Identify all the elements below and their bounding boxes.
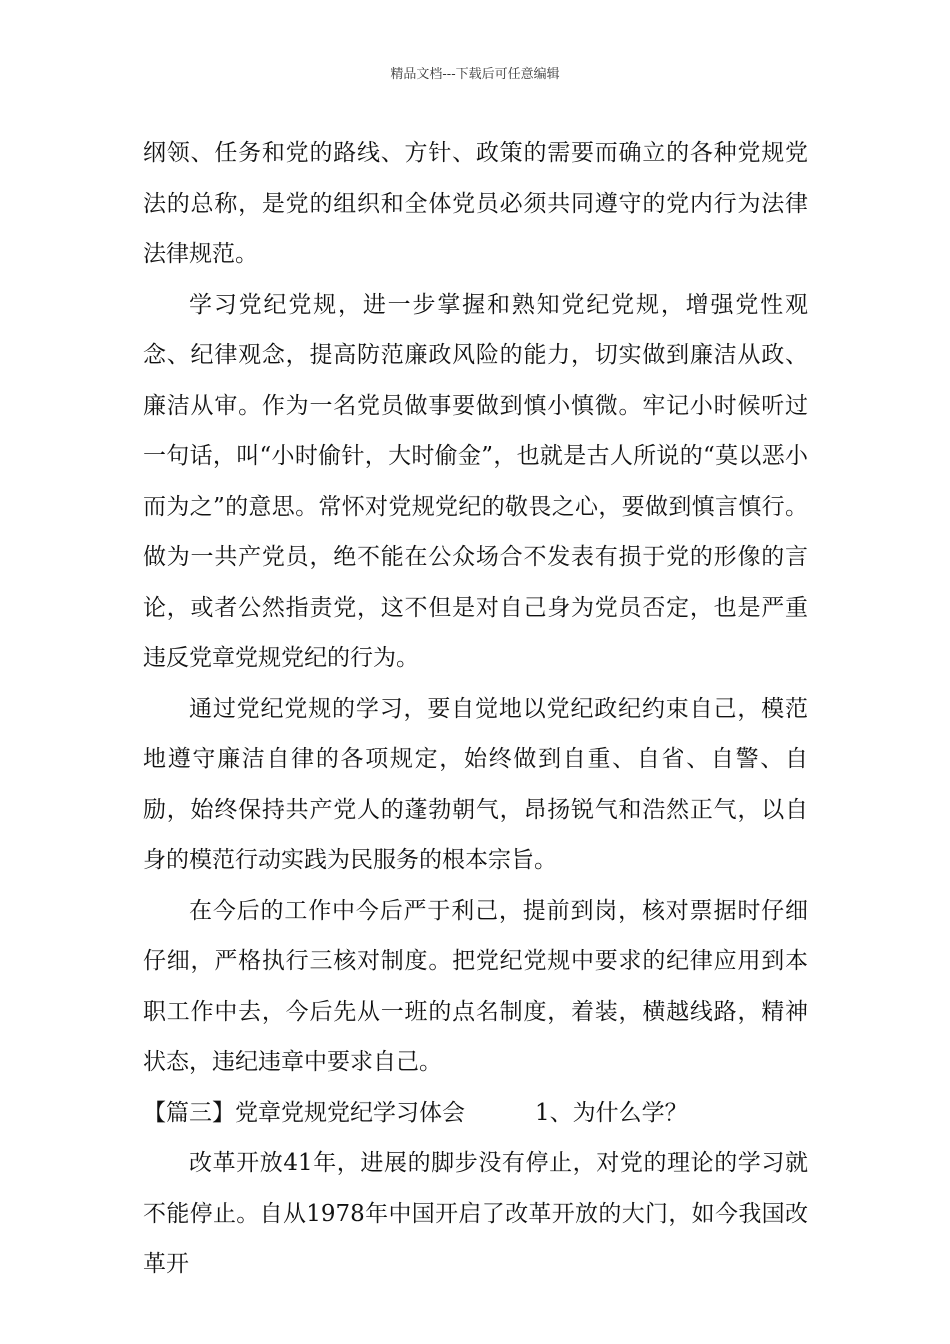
- paragraph-study-discipline: 学习党纪党规，进一步掌握和熟知党纪党规，增强党性观念、纪律观念，提高防范廉政风险的能力，切实做到廉洁从政、廉洁从审。作为一名党员做事要做到慎小慎微。牢记小时候听过一句话，叫“小时偷针，大时偷金”，也就是古人所说的“莫以恶小而为之”的意思。常怀对党规党纪的敬畏之心，要做到慎言慎行。做为一共产党员，绝不能在公众场合不发表有损于党的形像的言论，或者公然指责党，这不但是对自己身为党员否定，也是严重违反党章党规党纪的行为。: [143, 291, 808, 671]
- section-title: 【篇三】党章党规党纪学习体会: [143, 1099, 465, 1126]
- document-body: [143, 128, 808, 1290]
- section-heading: [143, 1088, 808, 1139]
- paragraph-continued: 纲领、任务和党的路线、方针、政策的需要而确立的各种党规党法的总称，是党的组织和全体党员必须共同遵守的党内行为法律法律规范。: [143, 140, 808, 267]
- paragraph-future-work: 在今后的工作中今后严于利己，提前到岗，核对票据时仔细仔细，严格执行三核对制度。把党纪党规中要求的纪律应用到本职工作中去，今后先从一班的点名制度，着装，横越线路，精神状态，违纪违章中要求自己。: [143, 897, 808, 1075]
- page-header: 精品文档---下载后可任意编辑: [390, 67, 560, 82]
- paragraph-self-discipline: 通过党纪党规的学习，要自觉地以党纪政纪约束自己，模范地遵守廉洁自律的各项规定，始终做到自重、自省、自警、自励，始终保持共产党人的蓬勃朝气，昂扬锐气和浩然正气，以自身的模范行动实践为民服务的根本宗旨。: [143, 695, 808, 873]
- section-subtitle: 1、为什么学？: [535, 1099, 688, 1126]
- paragraph-reform: 改革开放41年，进展的脚步没有停止，对党的理论的学习就不能停止。自从1978年中国开启了改革开放的大门，如今我国改革开: [143, 1150, 808, 1277]
